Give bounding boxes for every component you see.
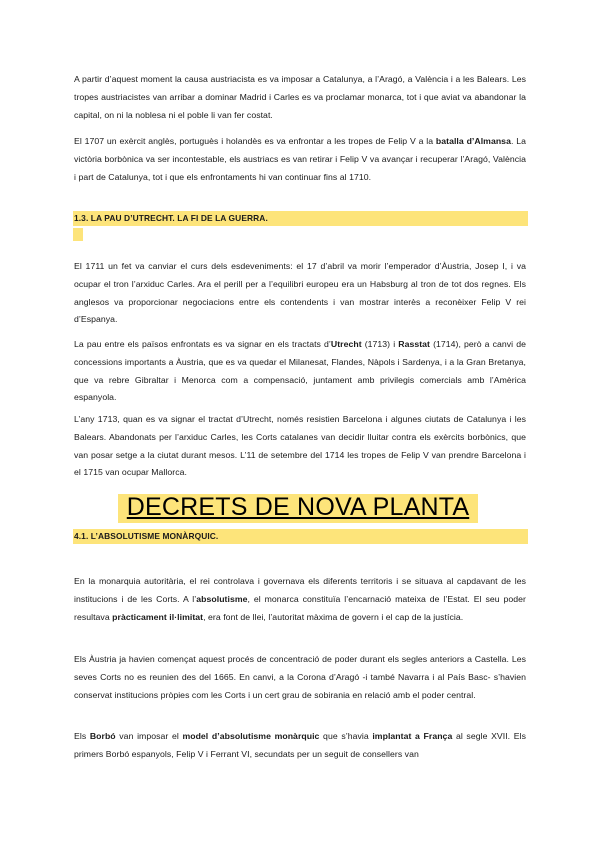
paragraph-text — [74, 133, 526, 186]
text-run: La pau entre els països enfrontats es va signar en els tractats d’ — [74, 339, 331, 349]
bold-term-utrecht: Utrecht — [330, 339, 362, 349]
paragraph-text: A partir d’aquest moment la causa austriacista es va imposar a Catalunya, a l’Aragó, a València i a les Balears. Les tropes austriacistes van arribar a dominar Madrid i Carles es va proclamar monarca, tot i que aviat va abandonar la capital, on ni la noblesa ni el poble li van fer costat. — [74, 74, 526, 120]
bold-term-almansa: batalla d’Almansa — [435, 136, 511, 146]
text-run: , era font de llei, l’autoritat màxima de govern i el cap de la justícia. — [203, 611, 464, 622]
paragraph-text: El 1711 un fet va canviar el curs dels esdeveniments: el 17 d’abril va morir l’emperador d’Àustria, Josep I, i va ocupar el tron l’arxiduc Carles. Ara el perill per a l’equilibri europeu era un Habsburg al tron de tot dos regnes. Els anglesos va proporcionar negociacions entre els contendents i van mostrar interès a reconèixer Felip V rei d’Espanya. — [74, 261, 526, 325]
section-heading-utrecht: 1.3. LA PAU D’UTRECHT. LA FI DE LA GUERRA. — [74, 213, 268, 223]
paragraph-1713 — [74, 411, 526, 482]
bold-term-model: model d’absolutisme monàrquic — [182, 731, 320, 741]
text-run: El 1707 un exèrcit anglès, portuguès i holandès es va enfrontar a les tropes de Felip V a la — [74, 136, 436, 146]
paragraph-austriacist-cause — [74, 71, 526, 124]
bold-term-franca: implantat a França — [372, 731, 453, 741]
paragraph-treaties — [74, 336, 526, 407]
paragraph-text — [74, 336, 526, 407]
paragraph-1711 — [74, 258, 526, 329]
bold-term-absolutisme: absolutisme — [196, 593, 248, 604]
text-run: van imposar el — [115, 731, 183, 741]
main-title: DECRETS DE NOVA PLANTA — [126, 493, 470, 521]
paragraph-austrias — [74, 651, 526, 704]
paragraph-borbo — [74, 728, 526, 764]
paragraph-text: L’any 1713, quan es va signar el tractat d’Utrecht, només resistien Barcelona i algunes ciutats de Catalunya i les Balears. Abandonats per l’arxiduc Carles, les Corts catalanes van decidir lluitar contra els exèrcits borbònics, que van posar setge a la ciutat durant mesos. L’11 de setembre del 1714 les tropes de Felip V van prendre Barcelona i el 1715 van ocupar Mallorca. — [74, 414, 526, 478]
bold-term-rasstat: Rasstat — [398, 339, 430, 349]
highlight-marker — [73, 228, 83, 241]
paragraph-text — [74, 573, 526, 626]
text-run: En la monarquia autoritària, el rei controlava i governava els diferents territoris i se situava al capdavant de les institucions i de les Corts. A l’ — [74, 576, 526, 604]
bold-term-unlimited: pràcticament il·limitat — [112, 611, 204, 622]
bold-term-borbo: Borbó — [89, 731, 116, 741]
text-run: . La victòria borbònica va ser incontestable, els austriacs es van retirar i Felip V va avançar i recuperar l’Aragó, València i part de Catalunya, tot i que els enfrontaments hi van continuar fins al 1710. — [74, 136, 526, 182]
text-run: (1713) i — [361, 339, 399, 349]
text-run: que s’havia — [319, 731, 373, 741]
text-run: (1714), però a canvi de concessions importants a Àustria, que es va quedar el Milanesat, Flandes, Nàpols i Sardenya, i a la Gran Bretanya, que va rebre Gibraltar i Menorca com a compensació, juntament amb privilegis comercials amb l’Amèrica espanyola. — [74, 339, 526, 403]
text-run: Els — [74, 731, 90, 741]
paragraph-almansa — [74, 133, 526, 186]
paragraph-authoritarian-monarchy — [74, 573, 526, 626]
text-run: , el monarca constituïa l’encarnació mateixa de l’Estat. El seu poder resultava — [74, 593, 526, 622]
text-run: al segle XVII. Els primers Borbó espanyols, Felip V i Ferrant VI, secundats per un seguit de consellers van — [74, 731, 526, 759]
paragraph-text: Els Àustria ja havien començat aquest procés de concentració de poder durant els segles anteriors a Castella. Les seves Corts no es reunien des del 1665. En canvi, a la Corona d’Aragó -i també Navarra i al País Basc- s’havien conservat institucions pròpies com les Corts i un cert grau de sobirania en relació amb el poder central. — [74, 654, 526, 700]
section-heading-absolutism: 4.1. L’ABSOLUTISME MONÀRQUIC. — [74, 531, 219, 541]
paragraph-text — [74, 728, 526, 764]
